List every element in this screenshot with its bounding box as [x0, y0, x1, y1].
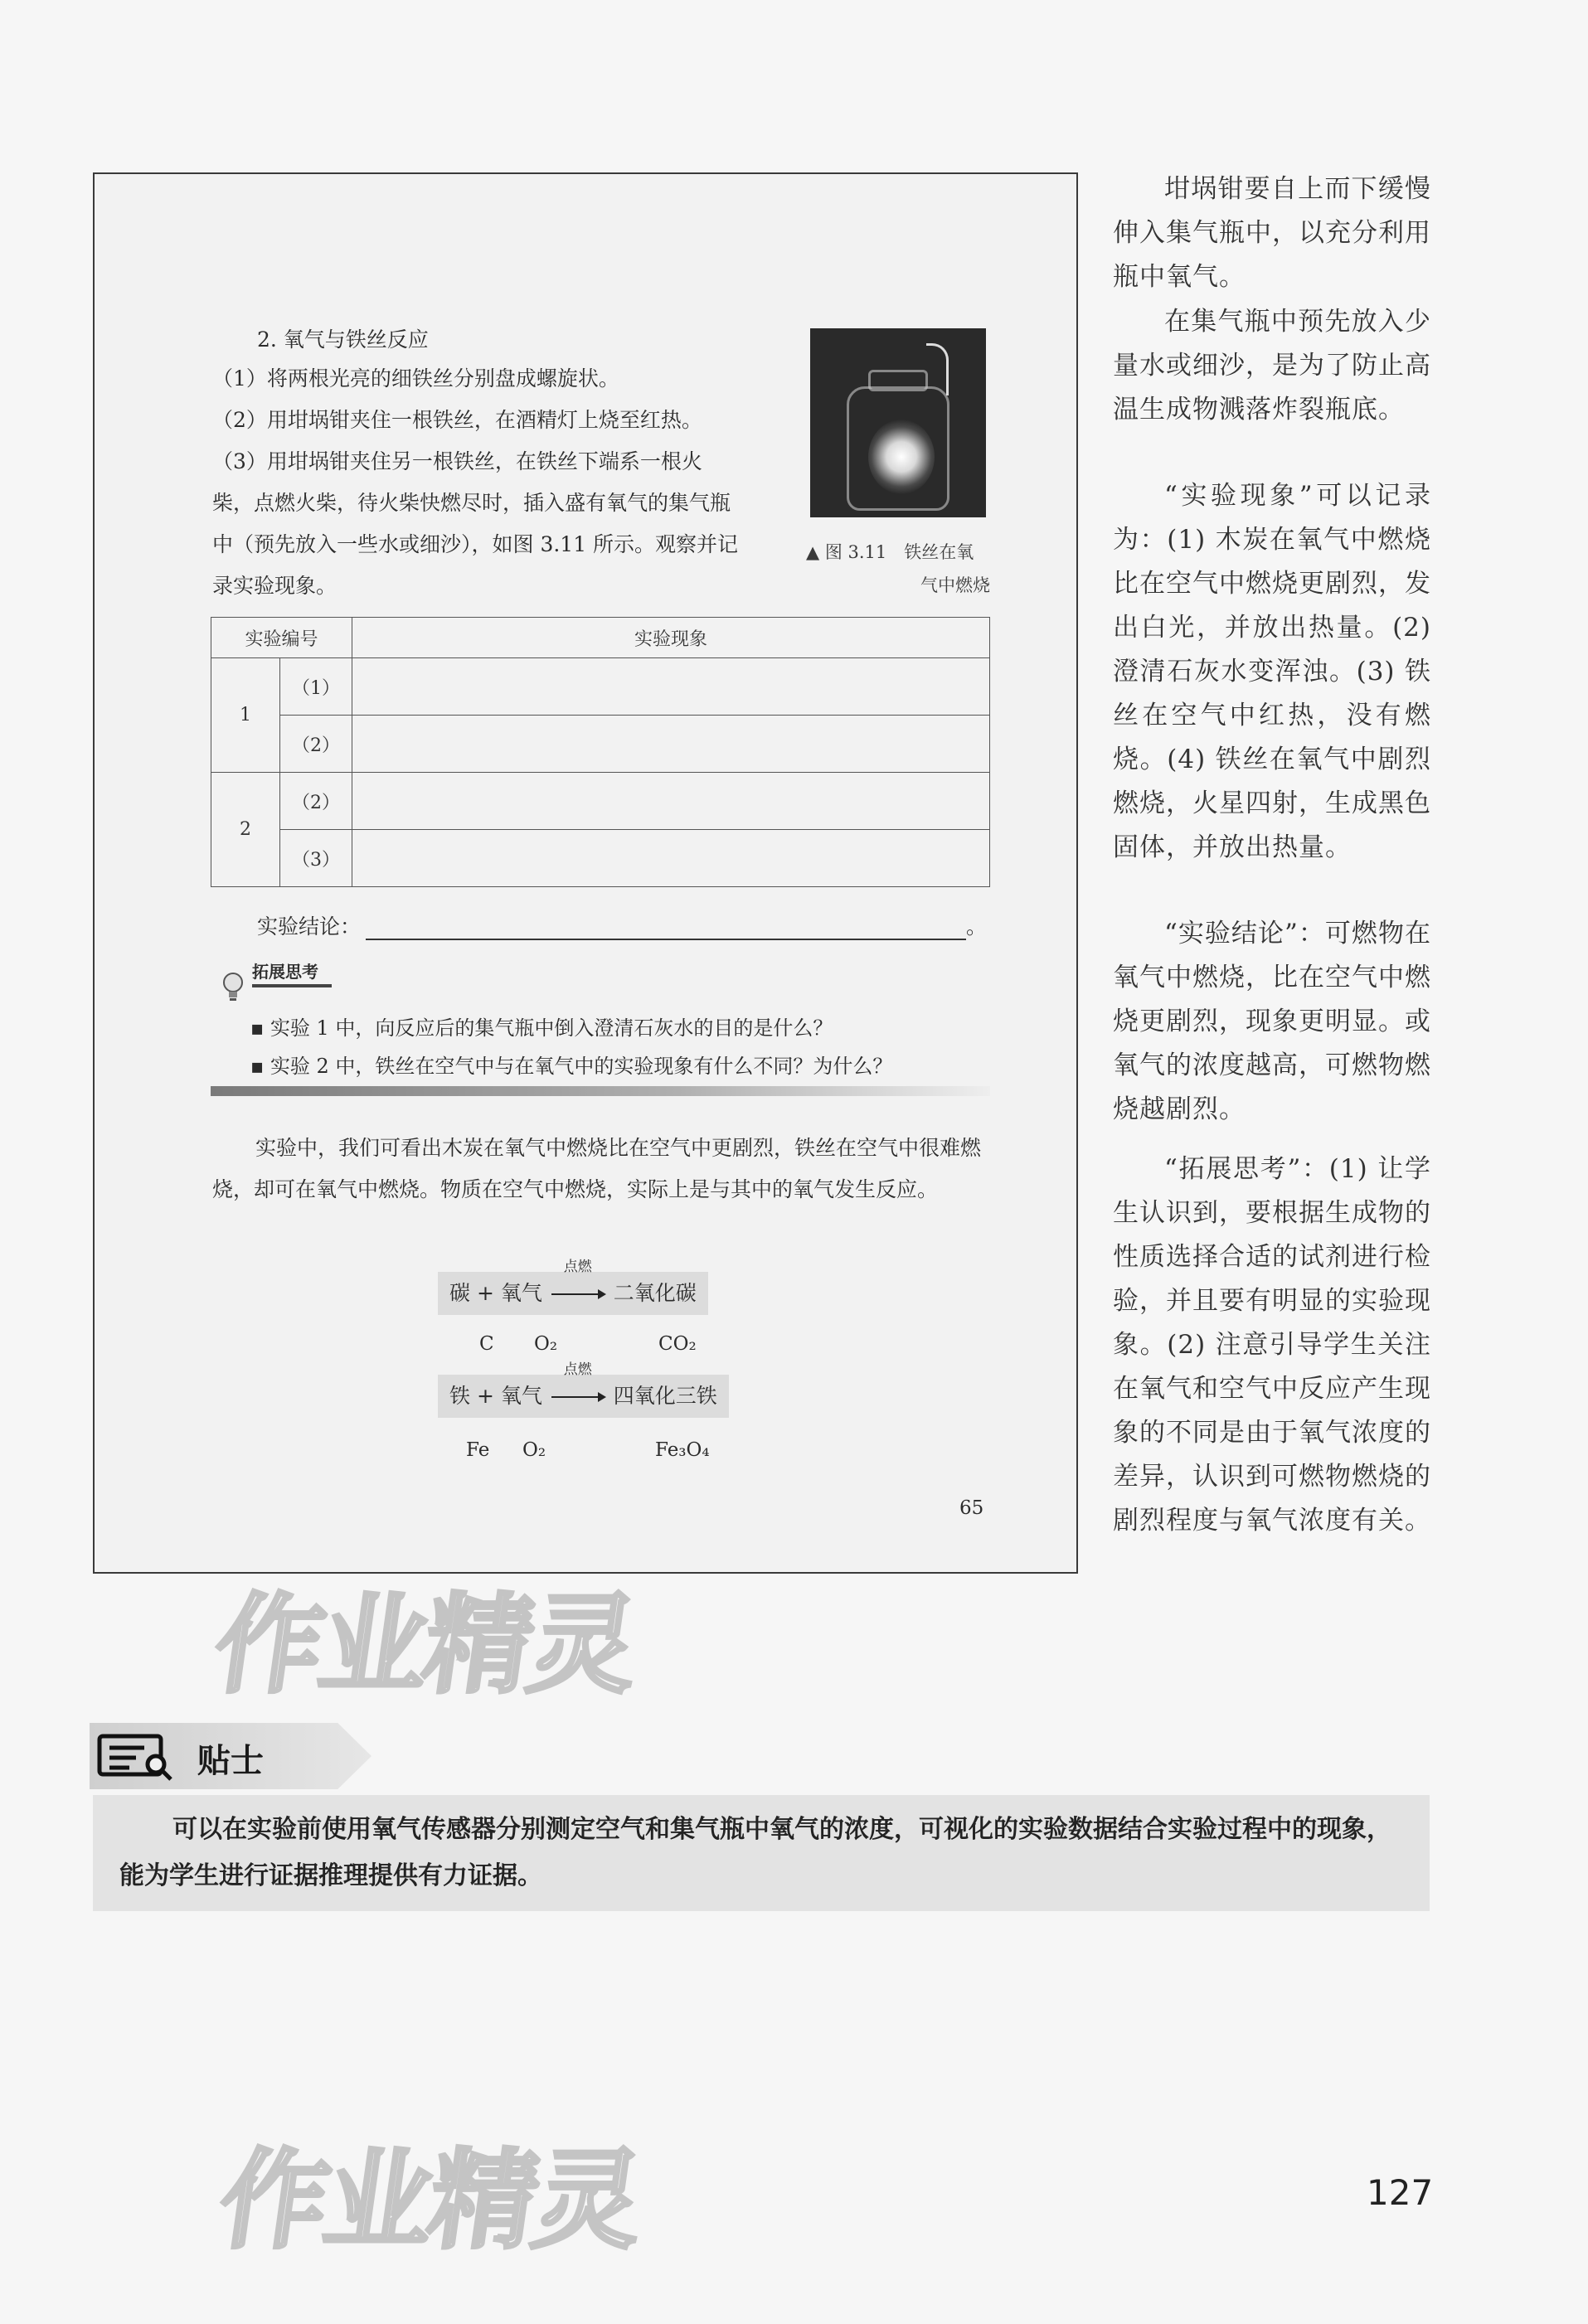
- divider: [211, 1086, 990, 1096]
- cell-blank: [352, 716, 990, 773]
- section-heading: 2. 氧气与铁丝反应: [257, 327, 429, 352]
- sub-2: （2）: [280, 716, 352, 773]
- watermark: 作业精灵: [206, 1582, 643, 1708]
- header-phenomenon: 实验现象: [352, 618, 990, 658]
- inset-page-number: 65: [959, 1497, 984, 1519]
- step-1: （1）将两根光亮的细铁丝分别盘成螺旋状。: [212, 366, 619, 391]
- step-2: （2）用坩埚钳夹住一根铁丝，在酒精灯上烧至红热。: [212, 408, 702, 432]
- note-2: 在集气瓶中预先放入少量水或细沙，是为了防止高温生成物溅落炸裂瓶底。: [1113, 307, 1431, 425]
- group-1: 1: [211, 658, 280, 773]
- cell-blank: [352, 830, 990, 887]
- symbol-co2: CO₂: [658, 1333, 697, 1355]
- sub-1: （1）: [280, 658, 352, 716]
- cell-blank: [352, 773, 990, 830]
- cell-blank: [352, 658, 990, 716]
- note-3: “实验现象”可以记录为：(1) 木炭在氧气中燃烧比在空气中燃烧更剧烈，发出白光，并放出热量。(2) 澄清石灰水变浑浊。(3) 铁丝在空气中红热，没有燃烧。(4) 铁丝在氧气中剧烈燃烧，火星四射，生成黑色固体，并放出热量。: [1113, 481, 1431, 862]
- magnifier-note-icon: [96, 1731, 187, 1783]
- lightbulb-icon: [219, 970, 247, 1003]
- symbol-fe3o4: Fe₃O₄: [655, 1439, 710, 1461]
- extension-thinking-title: 拓展思考: [252, 958, 332, 987]
- note-5: “拓展思考”：(1) 让学生认识到，要根据生成物的性质选择合适的试剂进行检验，并且要有明显的实验现象。(2) 注意引导学生关注在氧气和空气中反应产生现象的不同是由于氧气浓度的差异，认识到可燃物燃烧的剧烈程度与氧气浓度有关。: [1113, 1154, 1431, 1536]
- question-1: ▪ 实验 1 中，向反应后的集气瓶中倒入澄清石灰水的目的是什么？: [250, 1016, 833, 1040]
- symbol-c: C: [479, 1333, 494, 1355]
- figure-iron-wire-burning: [810, 328, 986, 517]
- equation-iron: 铁 + 氧气 点燃 四氧化三铁: [438, 1375, 729, 1418]
- note-1: 坩埚钳要自上而下缓慢伸入集气瓶中，以充分利用瓶中氧气。: [1113, 174, 1431, 292]
- step-3-cont-1: 柴，点燃火柴，待火柴快燃尽时，插入盛有氧气的集气瓶: [212, 491, 731, 515]
- textbook-page-inset: [93, 172, 1078, 1574]
- symbol-fe: Fe: [466, 1439, 490, 1461]
- figure-caption: ▲ 图 3.11 铁丝在氧 气中燃烧: [806, 542, 990, 595]
- conclusion-line: 实验结论： 。: [257, 915, 988, 939]
- header-experiment-no: 实验编号: [211, 618, 352, 658]
- experiment-table: [211, 617, 990, 887]
- sub-4: （3）: [280, 830, 352, 887]
- watermark: 作业精灵: [211, 2137, 648, 2263]
- tips-body: 可以在实验前使用氧气传感器分别测定空气和集气瓶中氧气的浓度，可视化的实验数据结合实验过程中的现象，能为学生进行证据推理提供有力证据。: [93, 1795, 1430, 1911]
- step-3: （3）用坩埚钳夹住另一根铁丝，在铁丝下端系一根火: [212, 449, 702, 473]
- step-3-cont-3: 录实验现象。: [212, 574, 338, 598]
- symbol-o2: O₂: [534, 1333, 558, 1355]
- symbol-o2: O₂: [522, 1439, 546, 1461]
- sub-3: （2）: [280, 773, 352, 830]
- equation-carbon: 碳 + 氧气 点燃 二氧化碳: [438, 1272, 708, 1315]
- group-2: 2: [211, 773, 280, 887]
- step-3-cont-2: 中（预先放入一些水或细沙），如图 3.11 所示。观察并记: [212, 532, 739, 556]
- note-4: “实验结论”：可燃物在氧气中燃烧，比在空气中燃烧更剧烈，现象更明显。或氧气的浓度越高，可燃物燃烧越剧烈。: [1113, 919, 1431, 1124]
- question-2: ▪ 实验 2 中，铁丝在空气中与在氧气中的实验现象有什么不同？为什么？: [250, 1055, 893, 1078]
- body-paragraph: 实验中，我们可看出木炭在氧气中燃烧比在空气中更剧烈，铁丝在空气中很难燃烧，却可在氧气中燃烧。物质在空气中燃烧，实际上是与其中的氧气发生反应。: [212, 1136, 982, 1201]
- tips-header: [90, 1723, 372, 1789]
- page-number: 127: [1367, 2172, 1434, 2213]
- tips-title: 贴士: [197, 1742, 264, 1780]
